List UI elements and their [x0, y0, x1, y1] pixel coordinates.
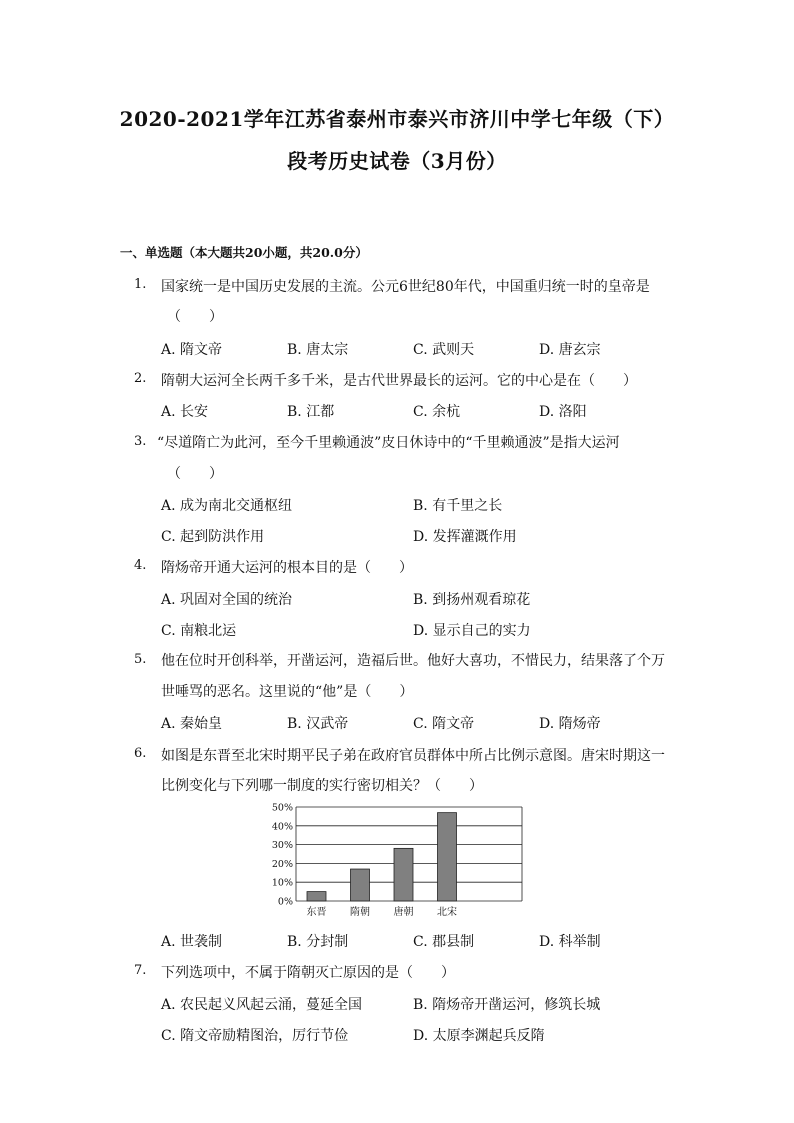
- option-d: D. 科举制: [539, 934, 601, 950]
- y-tick-label: 10%: [271, 877, 293, 889]
- y-tick-label: 0%: [277, 896, 293, 908]
- x-tick-label: 北宋: [437, 907, 457, 918]
- question-number: 1.: [134, 277, 147, 292]
- y-tick-label: 50%: [271, 802, 293, 814]
- question-text: 下列选项中，不属于隋朝灭亡原因的是（ ）: [161, 965, 455, 981]
- option-c: C. 隋文帝: [413, 716, 475, 732]
- option-c: C. 余杭: [413, 404, 461, 420]
- question-text: 国家统一是中国历史发展的主流。公元6世纪80年代，中国重归统一时的皇帝是: [161, 279, 650, 295]
- option-d: D. 显示自己的实力: [413, 623, 531, 639]
- question-number: 5.: [134, 652, 147, 667]
- bar: [307, 892, 326, 901]
- y-tick-label: 30%: [271, 840, 293, 852]
- doc-title-line1: 2020-2021学年江苏省泰州市泰兴市济川中学七年级（下）: [119, 107, 675, 131]
- bar: [351, 869, 370, 901]
- option-a: A. 农民起义风起云涌，蔓延全国: [161, 997, 363, 1013]
- option-b: B. 隋炀帝开凿运河，修筑长城: [413, 997, 601, 1013]
- y-tick-label: 40%: [271, 821, 293, 833]
- question-text: 如图是东晋至北宋时期平民子弟在政府官员群体中所占比例示意图。唐宋时期这一: [161, 748, 665, 764]
- option-b: B. 汉武帝: [287, 716, 349, 732]
- chart: [260, 796, 530, 922]
- option-b: B. 到扬州观看琼花: [413, 592, 531, 608]
- question-number: 6.: [134, 746, 147, 761]
- option-c: C. 武则天: [413, 342, 475, 358]
- option-a: A. 世袭制: [161, 934, 223, 950]
- question-text-cont: 世唾骂的恶名。这里说的“他”是（ ）: [161, 684, 414, 700]
- option-c: C. 隋文帝励精图治，厉行节俭: [161, 1028, 349, 1044]
- doc-title-line2: 段考历史试卷（3月份）: [287, 149, 507, 173]
- option-d: D. 太原李渊起兵反隋: [413, 1028, 545, 1044]
- question-text-cont: 比例变化与下列哪一制度的实行密切相关？（ ）: [161, 778, 483, 794]
- option-b: B. 江都: [287, 404, 335, 420]
- x-tick-label: 唐朝: [393, 907, 414, 918]
- option-c: C. 起到防洪作用: [161, 529, 265, 545]
- question-number: 7.: [134, 963, 147, 978]
- question-number: 2.: [134, 371, 147, 386]
- section-heading: 一、单选题（本大题共20小题，共20.0分）: [120, 245, 368, 260]
- option-c: C. 南粮北运: [161, 623, 237, 639]
- question-text-cont: （ ）: [167, 466, 223, 482]
- option-d: D. 洛阳: [539, 404, 587, 420]
- option-d: D. 发挥灌溉作用: [413, 529, 517, 545]
- x-tick-label: 东晋: [306, 907, 327, 918]
- option-b: B. 有千里之长: [413, 498, 503, 514]
- question-text: 隋炀帝开通大运河的根本目的是（ ）: [161, 560, 413, 576]
- question-text-cont: （ ）: [167, 309, 223, 325]
- bar: [394, 848, 413, 901]
- option-d: D. 唐玄宗: [539, 342, 601, 358]
- question-number: 3.: [134, 434, 147, 449]
- option-c: C. 郡县制: [413, 934, 475, 950]
- option-a: A. 隋文帝: [161, 342, 223, 358]
- option-b: B. 唐太宗: [287, 342, 349, 358]
- x-tick-label: 隋朝: [350, 907, 370, 918]
- question-text: “尽道隋亡为此河，至今千里赖通波”皮日休诗中的“千里赖通波”是指大运河: [157, 435, 620, 451]
- question-text: 隋朝大运河全长两千多千米，是古代世界最长的运河。它的中心是在（ ）: [161, 373, 637, 389]
- option-d: D. 隋炀帝: [539, 716, 601, 732]
- bar: [438, 813, 457, 901]
- option-a: A. 成为南北交通枢纽: [161, 498, 293, 514]
- y-tick-label: 20%: [271, 858, 293, 870]
- option-a: A. 巩固对全国的统治: [161, 592, 293, 608]
- option-a: A. 长安: [161, 404, 209, 420]
- option-b: B. 分封制: [287, 934, 349, 950]
- question-text: 他在位时开创科举，开凿运河，造福后世。他好大喜功，不惜民力，结果落了个万: [161, 653, 665, 669]
- option-a: A. 秦始皇: [161, 716, 223, 732]
- question-number: 4.: [134, 558, 147, 573]
